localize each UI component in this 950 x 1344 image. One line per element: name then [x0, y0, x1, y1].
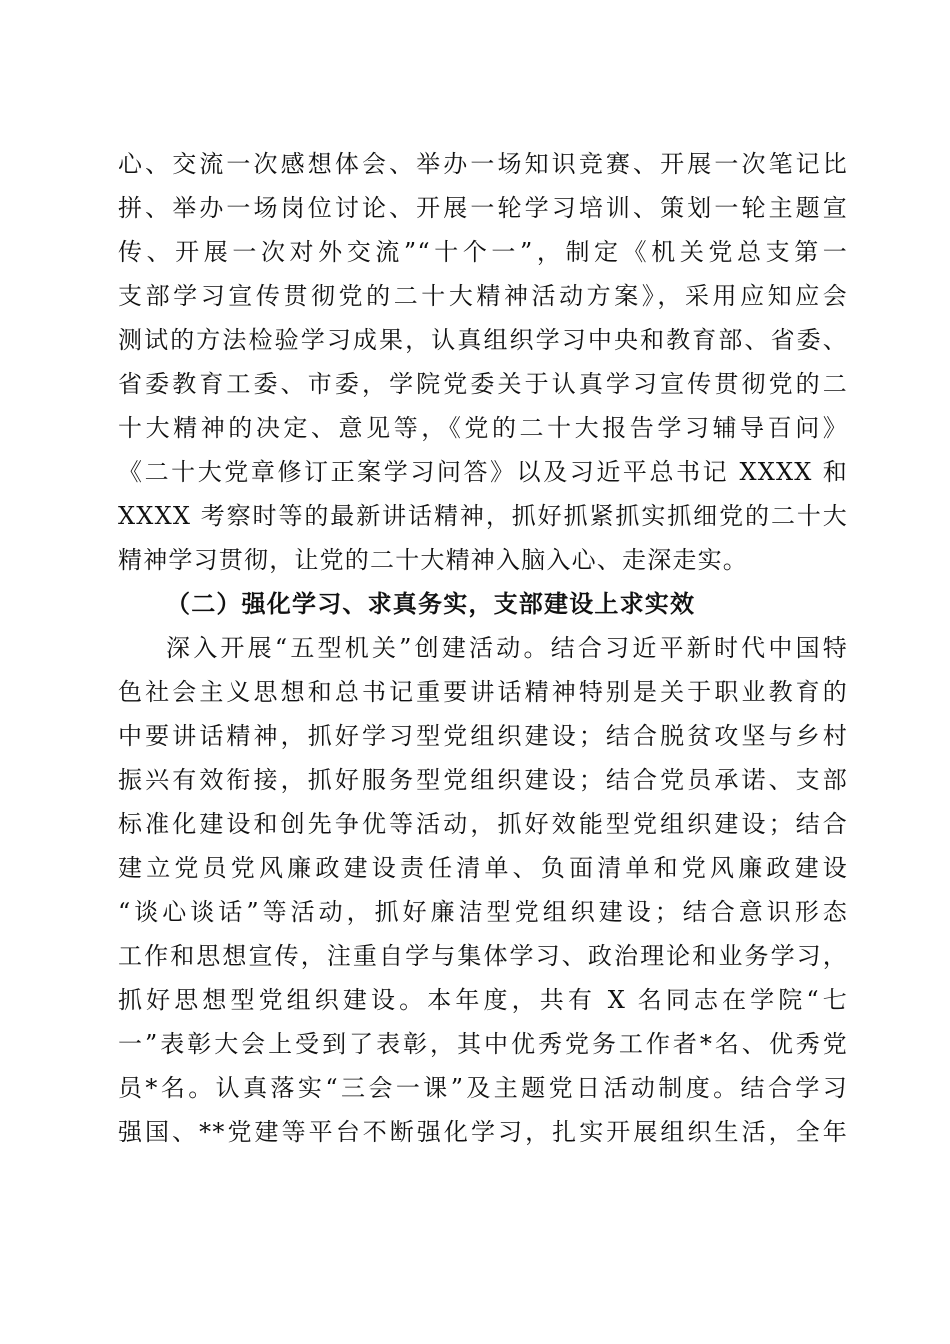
- text-line: 抓好思想型党组织建设。本年度，共有 X 名同志在学院“七: [118, 986, 848, 1014]
- text-line: 建立党员党风廉政建设责任清单、负面清单和党风廉政建设: [118, 854, 848, 882]
- text-line: 员*名。认真落实“三会一课”及主题党日活动制度。结合学习: [118, 1074, 848, 1102]
- text-line: 省委教育工委、市委，学院党委关于认真学习宣传贯彻党的二: [118, 370, 848, 398]
- text-line: 《二十大党章修订正案学习问答》以及习近平总书记 XXXX 和: [118, 458, 848, 486]
- text-line: 强国、**党建等平台不断强化学习，扎实开展组织生活，全年: [118, 1118, 848, 1146]
- text-line: 支部学习宣传贯彻党的二十大精神活动方案》，采用应知应会: [118, 282, 848, 310]
- text-line: 色社会主义思想和总书记重要讲话精神特别是关于职业教育的: [118, 678, 848, 706]
- text-line: 心、交流一次感想体会、举办一场知识竞赛、开展一次笔记比: [118, 150, 848, 178]
- text-line: 深入开展“五型机关”创建活动。结合习近平新时代中国特: [166, 634, 848, 662]
- document-body: [118, 142, 848, 1154]
- text-line: 十大精神的决定、意见等，《党的二十大报告学习辅导百问》: [118, 414, 848, 442]
- text-line: 一”表彰大会上受到了表彰，其中优秀党务工作者*名、优秀党: [118, 1030, 848, 1058]
- text-line: 拼、举办一场岗位讨论、开展一轮学习培训、策划一轮主题宣: [118, 194, 848, 222]
- text-line: “谈心谈话”等活动，抓好廉洁型党组织建设；结合意识形态: [118, 898, 848, 926]
- paragraph-1: [118, 142, 848, 582]
- text-line: 工作和思想宣传，注重自学与集体学习、政治理论和业务学习，: [118, 942, 848, 970]
- text-line: XXXX 考察时等的最新讲话精神，抓好抓紧抓实抓细党的二十大: [118, 502, 848, 530]
- text-line: 振兴有效衔接，抓好服务型党组织建设；结合党员承诺、支部: [118, 766, 848, 794]
- text-line: 精神学习贯彻，让党的二十大精神入脑入心、走深走实。: [118, 546, 748, 574]
- paragraph-2: [118, 626, 848, 1154]
- text-line: 测试的方法检验学习成果，认真组织学习中央和教育部、省委、: [118, 326, 848, 354]
- text-line: 传、开展一次对外交流”“十个一”，制定《机关党总支第一: [118, 238, 848, 266]
- text-line: 中要讲话精神，抓好学习型党组织建设；结合脱贫攻坚与乡村: [118, 722, 848, 750]
- text-line: 标准化建设和创先争优等活动，抓好效能型党组织建设；结合: [118, 810, 848, 838]
- section-heading: （二）强化学习、求真务实，支部建设上求实效: [166, 589, 696, 618]
